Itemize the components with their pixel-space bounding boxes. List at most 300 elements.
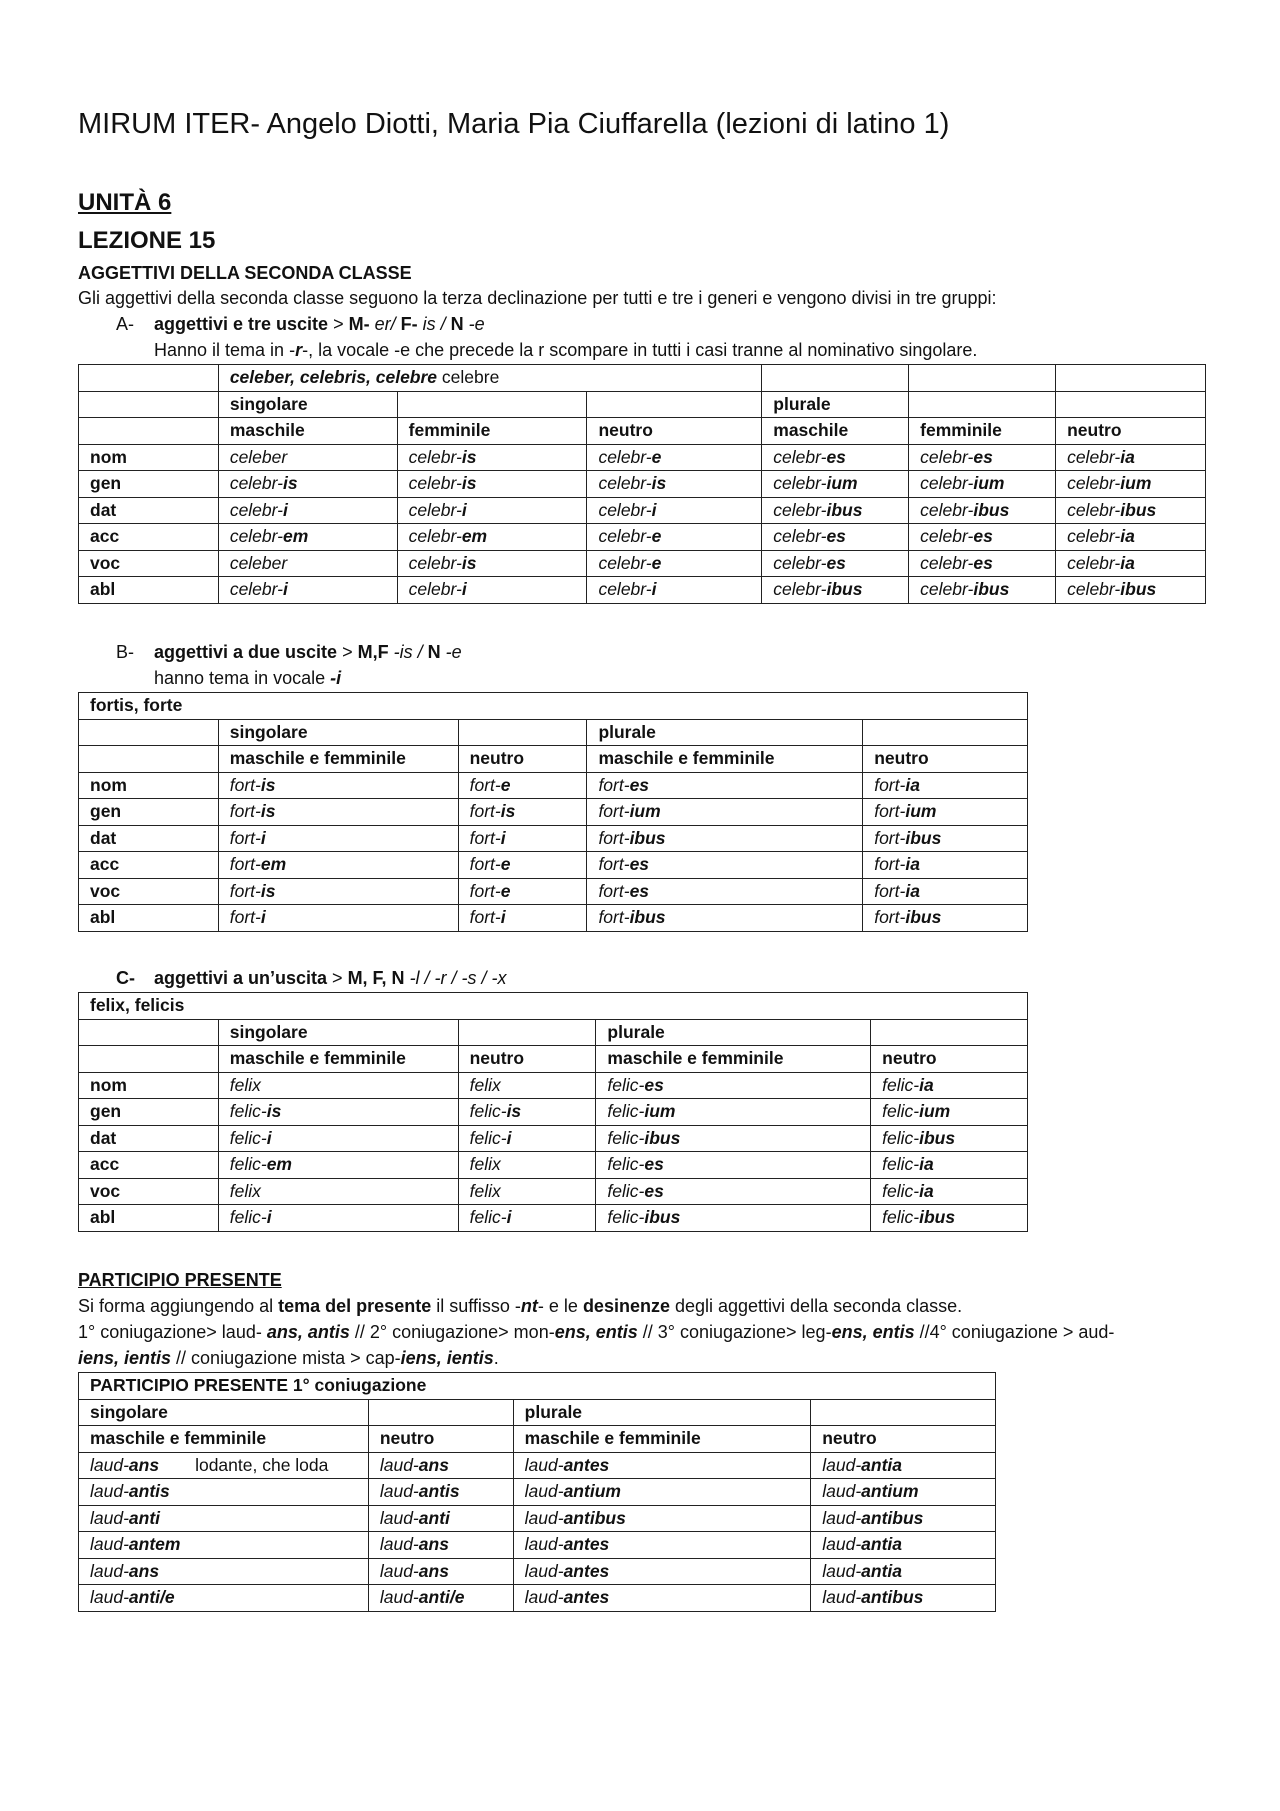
form-cell [458, 1152, 596, 1179]
case-label: nom [79, 1072, 219, 1099]
form-cell [218, 1099, 458, 1126]
form-stem: celebr- [408, 526, 462, 547]
form-cell [458, 905, 587, 932]
group-a-m-end: er/ [369, 314, 401, 334]
form-cell [596, 1072, 871, 1099]
form-ending: es [826, 446, 846, 467]
participio-line-3 [78, 1348, 499, 1369]
form-stem: felic- [607, 1101, 645, 1122]
form-cell [397, 471, 587, 498]
form-ending: antis [418, 1481, 460, 1502]
col-header: neutro [1056, 418, 1206, 445]
group-c-marker: C- [116, 968, 135, 988]
form-stem: laud- [379, 1587, 419, 1608]
form-ending: ia [1120, 446, 1135, 467]
form-stem: laud- [822, 1534, 862, 1555]
form-ending: ia [919, 1154, 934, 1175]
form-cell [871, 1099, 1028, 1126]
form-ending: e [500, 854, 511, 875]
form-stem: celebr- [229, 579, 283, 600]
form-ending: ia [905, 880, 920, 901]
form-ending: ium [644, 1101, 676, 1122]
form-cell [1056, 577, 1206, 604]
p-text: //4° coniugazione > aud- [914, 1322, 1115, 1342]
form-ending: es [644, 1180, 664, 1201]
p-bold: iens, ientis [400, 1348, 494, 1368]
form-ending: ibus [973, 499, 1010, 520]
form-cell [871, 1125, 1028, 1152]
form-ending: is [506, 1101, 522, 1122]
group-a-f-end: is / [417, 314, 451, 334]
form-ending: anti/e [128, 1587, 175, 1608]
form-cell [596, 1099, 871, 1126]
col-header: maschile e femminile [218, 746, 458, 773]
form-cell [762, 550, 909, 577]
form-cell [863, 772, 1028, 799]
p-text: Si forma aggiungendo al [78, 1296, 279, 1316]
case-label: dat [79, 497, 219, 524]
form-stem: celeber [229, 446, 288, 467]
form-cell [909, 444, 1056, 471]
form-stem: felic- [469, 1207, 507, 1228]
form-stem: fort- [874, 774, 906, 795]
form-cell [909, 577, 1056, 604]
col-header: neutro [871, 1046, 1028, 1073]
form-ending: ans [128, 1454, 160, 1475]
form-ending: anti [128, 1507, 161, 1528]
form-cell [587, 799, 863, 826]
form-ending: i [461, 579, 467, 600]
form-ending: e [500, 774, 511, 795]
form-cell [368, 1505, 513, 1532]
form-cell [587, 577, 762, 604]
table-row [79, 550, 1206, 577]
case-label: voc [79, 550, 219, 577]
form-cell [587, 852, 863, 879]
form-cell [1056, 444, 1206, 471]
form-ending: es [629, 854, 650, 875]
form-cell [1056, 550, 1206, 577]
form-cell [513, 1479, 811, 1506]
group-c-title: aggettivi a un’uscita [154, 968, 328, 988]
form-stem: fort- [598, 880, 630, 901]
form-stem: fort- [229, 774, 261, 795]
case-label: gen [79, 1099, 219, 1126]
form-stem: felix [469, 1154, 501, 1175]
col-header: maschile [762, 418, 909, 445]
form-ending: i [260, 827, 266, 848]
case-label: acc [79, 1152, 219, 1179]
group-c-line [116, 968, 507, 989]
form-cell [218, 524, 397, 551]
form-cell [458, 1125, 596, 1152]
form-stem: laud- [524, 1560, 564, 1581]
form-cell [513, 1452, 811, 1479]
form-stem: laud- [524, 1587, 564, 1608]
form-cell [79, 1532, 369, 1559]
form-stem: laud- [524, 1534, 564, 1555]
form-ending: antibus [861, 1587, 924, 1608]
header-plurale: plurale [762, 391, 909, 418]
form-cell [1056, 524, 1206, 551]
form-ending: es [644, 1074, 664, 1095]
col-header: maschile e femminile [513, 1426, 811, 1453]
form-stem: felic- [229, 1101, 267, 1122]
form-stem: fort- [469, 801, 501, 822]
form-stem: fort- [874, 801, 906, 822]
form-ending: is [461, 552, 477, 573]
col-header: neutro [458, 1046, 596, 1073]
form-cell [811, 1452, 996, 1479]
form-stem: felic- [607, 1127, 645, 1148]
form-stem: felic- [607, 1207, 645, 1228]
form-ending: i [500, 907, 506, 928]
p-bold: nt [520, 1296, 538, 1316]
form-ending: i [283, 499, 288, 520]
case-label: nom [79, 444, 219, 471]
form-ending: antia [861, 1454, 903, 1475]
group-a-note [154, 340, 977, 361]
group-a-line [116, 314, 485, 335]
case-label: abl [79, 1205, 219, 1232]
form-stem: laud- [524, 1454, 564, 1475]
form-ending: es [629, 774, 650, 795]
form-cell [811, 1585, 996, 1612]
form-ending: i [461, 499, 467, 520]
form-cell [368, 1452, 513, 1479]
form-stem: celebr- [598, 499, 652, 520]
table-row [79, 878, 1028, 905]
caption-plain: celebre [437, 367, 500, 388]
form-cell [397, 577, 587, 604]
table-celeber [78, 364, 1206, 604]
group-b-mf-end: -is / [388, 642, 428, 662]
form-stem: celebr- [920, 526, 974, 547]
form-cell [587, 878, 863, 905]
form-cell [397, 444, 587, 471]
form-stem: fort- [229, 854, 261, 875]
form-ending: ia [905, 854, 920, 875]
form-ending: antium [563, 1481, 621, 1502]
table-row [79, 1152, 1028, 1179]
col-header: femminile [909, 418, 1056, 445]
form-stem: celebr- [773, 446, 827, 467]
form-ending: es [826, 552, 846, 573]
form-ending: i [500, 827, 506, 848]
group-b-marker: B- [116, 642, 134, 662]
case-label: voc [79, 878, 219, 905]
form-stem: felic- [882, 1180, 920, 1201]
form-cell [368, 1532, 513, 1559]
group-c-sep: > [327, 968, 348, 988]
form-ending: antes [563, 1587, 610, 1608]
form-cell [596, 1125, 871, 1152]
col-header: maschile e femminile [79, 1426, 369, 1453]
table-row [79, 1505, 996, 1532]
group-b-note [154, 668, 341, 689]
table-row [79, 1479, 996, 1506]
case-label: nom [79, 772, 219, 799]
form-cell [513, 1585, 811, 1612]
p-text: // 2° coniugazione> mon- [349, 1322, 555, 1342]
form-cell [587, 550, 762, 577]
form-stem: fort- [229, 907, 261, 928]
form-ending: es [644, 1154, 664, 1175]
form-cell [218, 1178, 458, 1205]
form-cell [513, 1532, 811, 1559]
form-stem: celebr- [920, 473, 974, 494]
form-stem: laud- [379, 1454, 419, 1475]
form-stem: laud- [822, 1587, 862, 1608]
p-bold: tema del presente [278, 1296, 432, 1316]
form-stem: celebr- [408, 499, 462, 520]
form-stem: celebr- [408, 552, 462, 573]
form-ending: ium [919, 1101, 951, 1122]
table-row [79, 1178, 1028, 1205]
form-stem: felix [229, 1180, 261, 1201]
participio-line-1 [78, 1296, 962, 1317]
header-singolare: singolare [218, 1019, 458, 1046]
form-stem: fort- [598, 854, 630, 875]
form-cell [218, 852, 458, 879]
form-stem: celebr- [1067, 579, 1121, 600]
form-ending: is [651, 473, 667, 494]
form-stem: laud- [90, 1534, 129, 1555]
form-stem: celebr- [1067, 473, 1121, 494]
form-stem: celebr- [229, 499, 283, 520]
form-cell [458, 1205, 596, 1232]
form-stem: celebr- [598, 526, 652, 547]
form-cell [909, 524, 1056, 551]
form-ending: is [260, 801, 276, 822]
form-ending: ibus [905, 907, 942, 928]
form-cell [871, 1205, 1028, 1232]
form-ending: ia [1120, 526, 1135, 547]
table-row [79, 524, 1206, 551]
table-row [79, 852, 1028, 879]
case-label: voc [79, 1178, 219, 1205]
p-text: degli aggettivi della seconda classe. [669, 1296, 963, 1316]
group-b-line [116, 642, 462, 663]
form-stem: celebr- [1067, 499, 1121, 520]
col-header: maschile e femminile [587, 746, 863, 773]
form-stem: fort- [598, 907, 630, 928]
table-felix [78, 992, 1028, 1232]
form-stem: celebr- [773, 499, 827, 520]
form-stem: laud- [524, 1481, 564, 1502]
form-ending: ium [1120, 473, 1152, 494]
col-header: neutro [368, 1426, 513, 1453]
form-cell [762, 524, 909, 551]
form-ending: es [629, 880, 650, 901]
form-ending: i [651, 499, 657, 520]
group-b-n-end: -e [440, 642, 462, 662]
col-header: maschile e femminile [218, 1046, 458, 1073]
case-label: abl [79, 905, 219, 932]
form-stem: laud- [822, 1454, 862, 1475]
table-row [79, 1558, 996, 1585]
table-participio [78, 1372, 996, 1612]
form-cell [79, 1585, 369, 1612]
form-cell [762, 444, 909, 471]
form-stem: felic- [882, 1101, 920, 1122]
form-ending: antem [128, 1534, 181, 1555]
form-stem: laud- [524, 1507, 564, 1528]
form-ending: is [260, 880, 276, 901]
form-stem: fort- [469, 907, 501, 928]
col-header: neutro [458, 746, 587, 773]
form-ending: ibus [919, 1207, 956, 1228]
form-cell [458, 1099, 596, 1126]
form-ending: ibus [1120, 499, 1157, 520]
header-plurale: plurale [513, 1399, 811, 1426]
form-ending: es [973, 552, 993, 573]
case-label: acc [79, 524, 219, 551]
form-cell [218, 577, 397, 604]
form-ending: i [260, 907, 266, 928]
participio-line-2 [78, 1322, 1114, 1343]
table-row [79, 1532, 996, 1559]
header-plurale: plurale [596, 1019, 871, 1046]
form-stem: celebr- [229, 526, 283, 547]
form-ending: ium [905, 801, 937, 822]
form-stem: celebr- [773, 526, 827, 547]
form-ending: e [651, 526, 662, 547]
form-ending: antia [861, 1560, 903, 1581]
group-b-note-text: hanno tema in vocale [154, 668, 331, 688]
form-cell [218, 1152, 458, 1179]
table-fortis [78, 692, 1028, 932]
form-cell [587, 444, 762, 471]
form-stem: felix [229, 1074, 261, 1095]
form-cell [218, 878, 458, 905]
form-cell [218, 1205, 458, 1232]
table-row [79, 799, 1028, 826]
form-ending: ibus [973, 579, 1010, 600]
form-ending: antes [563, 1534, 610, 1555]
section-heading-adjectives: AGGETTIVI DELLA SECONDA CLASSE [78, 263, 412, 283]
form-stem: fort- [874, 854, 906, 875]
table-row [79, 1099, 1028, 1126]
form-stem: felic- [607, 1180, 645, 1201]
form-stem: laud- [90, 1587, 129, 1608]
form-cell [596, 1178, 871, 1205]
form-cell [513, 1558, 811, 1585]
form-ending: i [651, 579, 657, 600]
form-ending: ans [418, 1534, 449, 1555]
form-stem: laud- [822, 1560, 862, 1581]
form-stem: fort- [469, 774, 501, 795]
form-cell [218, 444, 397, 471]
table-row [79, 1452, 996, 1479]
group-a-note-a: Hanno il tema in - [154, 340, 296, 360]
form-cell [863, 825, 1028, 852]
form-stem: celebr- [1067, 526, 1121, 547]
form-stem: felic- [229, 1127, 267, 1148]
form-ending: ia [919, 1180, 934, 1201]
form-cell [871, 1152, 1028, 1179]
form-cell [218, 825, 458, 852]
p-text: - e le [537, 1296, 583, 1316]
form-ending: is [461, 446, 477, 467]
col-header: neutro [587, 418, 762, 445]
col-header: femminile [397, 418, 587, 445]
form-stem: felic- [607, 1074, 645, 1095]
group-a-title: aggettivi e tre uscite [154, 314, 329, 334]
form-cell [458, 852, 587, 879]
form-cell [587, 497, 762, 524]
group-a-n-end: -e [463, 314, 485, 334]
form-stem: laud- [822, 1481, 862, 1502]
form-cell [79, 1479, 369, 1506]
form-stem: laud- [90, 1507, 129, 1528]
group-b-sep: > [337, 642, 358, 662]
col-header: maschile [218, 418, 397, 445]
form-cell [458, 772, 587, 799]
form-stem: laud- [90, 1454, 129, 1475]
form-cell [596, 1152, 871, 1179]
form-cell [863, 905, 1028, 932]
form-ending: em [283, 526, 309, 547]
form-stem: fort- [229, 801, 261, 822]
table-row [79, 905, 1028, 932]
form-cell [397, 524, 587, 551]
form-ending: antis [128, 1481, 170, 1502]
section-intro: Gli aggettivi della seconda classe seguono la terza declinazione per tutti e tre i generi e vengono divisi in tre gruppi: [78, 288, 997, 308]
form-cell [397, 550, 587, 577]
form-stem: laud- [379, 1507, 419, 1528]
unit-heading: UNITÀ 6 [78, 189, 172, 216]
form-stem: fort- [598, 801, 630, 822]
form-ending: ia [1120, 552, 1135, 573]
form-ending: is [283, 473, 298, 494]
form-cell [218, 1072, 458, 1099]
form-ending: anti/e [418, 1587, 465, 1608]
p-bold: ens, entis [554, 1322, 638, 1342]
table-row [79, 471, 1206, 498]
form-stem: fort- [598, 774, 630, 795]
group-b-mf: M,F [357, 642, 389, 662]
corner-cell [79, 365, 219, 392]
form-ending: is [260, 774, 276, 795]
form-stem: fort- [874, 880, 906, 901]
form-ending: antibus [563, 1507, 626, 1528]
form-cell [513, 1505, 811, 1532]
form-cell [863, 852, 1028, 879]
group-a-n: N [450, 314, 464, 334]
form-stem: felic- [229, 1154, 267, 1175]
case-label: gen [79, 471, 219, 498]
form-cell [218, 772, 458, 799]
form-stem: celebr- [408, 446, 462, 467]
form-stem: fort- [229, 827, 261, 848]
header-plurale: plurale [587, 719, 863, 746]
table-row [79, 1585, 996, 1612]
table-row [79, 444, 1206, 471]
group-a-sep: > [328, 314, 349, 334]
form-stem: celeber [229, 552, 288, 573]
form-stem: celebr- [773, 473, 827, 494]
form-cell [762, 577, 909, 604]
form-ending: em [461, 526, 488, 547]
caption-bold: celeber, celebris, celebre [229, 367, 438, 388]
header-singolare: singolare [79, 1399, 369, 1426]
form-stem: celebr- [773, 552, 827, 573]
form-stem: felic- [607, 1154, 645, 1175]
form-cell [218, 905, 458, 932]
p-bold: iens, ientis [78, 1348, 172, 1368]
form-cell [79, 1452, 369, 1479]
